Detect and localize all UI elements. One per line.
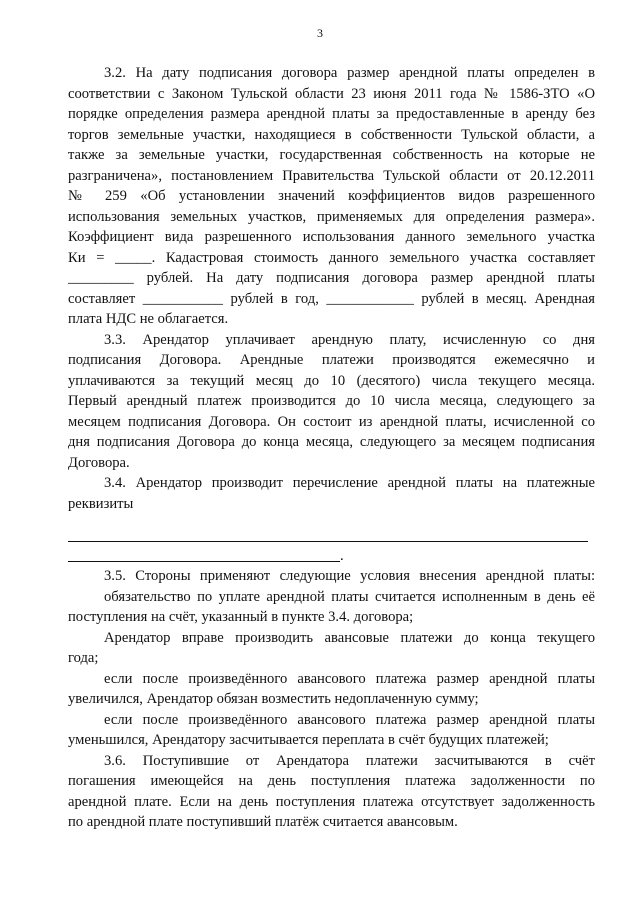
text-line: также за земельные участки, государственная собственность на которые не (68, 147, 595, 163)
text-line: года; (68, 650, 99, 666)
text-line: месяцем подписания Договора. Он состоит из арендной платы, исчисленной со (68, 413, 595, 430)
line-end-period: . (340, 548, 344, 564)
page-number: 3 (317, 26, 323, 40)
text-line: составляет ___________ рублей в год, ____________ рублей в месяц. Арендная (68, 290, 595, 307)
text-line: 3.3. Арендатор уплачивает арендную плату, исчисленную со дня (104, 331, 595, 348)
text-line: обязательство по уплате арендной платы считается исполненным в день её (104, 588, 595, 605)
text-line: разграничена», постановлением Правительства Тульской области от 20.12.2011 (68, 167, 595, 184)
text-line: реквизиты (68, 495, 134, 512)
document-body (68, 63, 595, 833)
text-line: подписания Договора. Арендные платежи производятся ежемесячно и (68, 352, 595, 368)
text-line: уменьшился, Арендатору засчитывается переплата в счёт будущих платежей; (68, 732, 549, 748)
text-line: плата НДС не облагается. (68, 311, 229, 327)
text-line: 3.5. Стороны применяют следующие условия внесения арендной платы: (104, 568, 595, 584)
text-line: Арендатор вправе производить авансовые платежи до конца текущего (104, 629, 595, 646)
text-line: 3.4. Арендатор производит перечисление арендной платы на платежные (104, 475, 595, 491)
paragraph-3-4 (68, 473, 595, 566)
text-line: _________ рублей. На дату подписания договора размер арендной платы (68, 270, 595, 286)
paragraph-3-2 (68, 63, 595, 330)
blank-line-requisites-1 (68, 526, 595, 546)
text-line: 3.2. На дату подписания договора размер арендной платы определен в (104, 65, 595, 81)
text-line: арендной плате. Если на день поступления платежа отсутствует задолженность (68, 793, 595, 810)
text-line: порядке определения размера арендной платы за предоставленные в аренду без (68, 106, 595, 122)
text-line: использования земельных участков, применяемых для определения размера». (68, 208, 595, 225)
text-line: по арендной плате поступивший платёж считается авансовым. (68, 814, 458, 830)
blank-line-requisites-2 (68, 546, 595, 566)
text-line: если после произведённого авансового платежа размер арендной платы (104, 711, 595, 728)
text-line: Ки = _____. Кадастровая стоимость данного земельного участка составляет (68, 249, 595, 266)
text-line: соответствии с Законом Тульской области 23 июня 2011 года № 1586-ЗТО «О (68, 85, 595, 102)
paragraph-3-6 (68, 751, 595, 833)
text-line: погашения имеющейся на день поступления платежа задолженности по (68, 773, 595, 789)
text-line: Первый арендный платеж производится до 10 числа месяца, следующего за (68, 393, 595, 409)
text-line: торгов земельные участки, находящиеся в собственности Тульской области, а (68, 126, 595, 143)
text-line: поступления на счёт, указанный в пункте 3.4. договора; (68, 609, 414, 625)
text-line: Договора. (68, 454, 130, 471)
text-line: если после произведённого авансового платежа размер арендной платы (104, 670, 595, 687)
paragraph-3-5 (68, 566, 595, 751)
text-line: 3.6. Поступившие от Арендатора платежи засчитываются в счёт (104, 752, 595, 769)
text-line: уплачиваются за текущий месяц до 10 (десятого) числа текущего месяца. (68, 372, 595, 389)
text-line: № 259 «Об установлении значений коэффициентов видов разрешенного (68, 188, 595, 204)
text-line: дня подписания Договора до конца месяца, следующего за месяцем подписания (68, 434, 595, 450)
text-line: Коэффициент вида разрешенного использования данного земельного участка (68, 229, 595, 245)
text-line: увеличился, Арендатор обязан возместить недоплаченную сумму; (68, 691, 479, 707)
paragraph-3-3 (68, 330, 595, 474)
